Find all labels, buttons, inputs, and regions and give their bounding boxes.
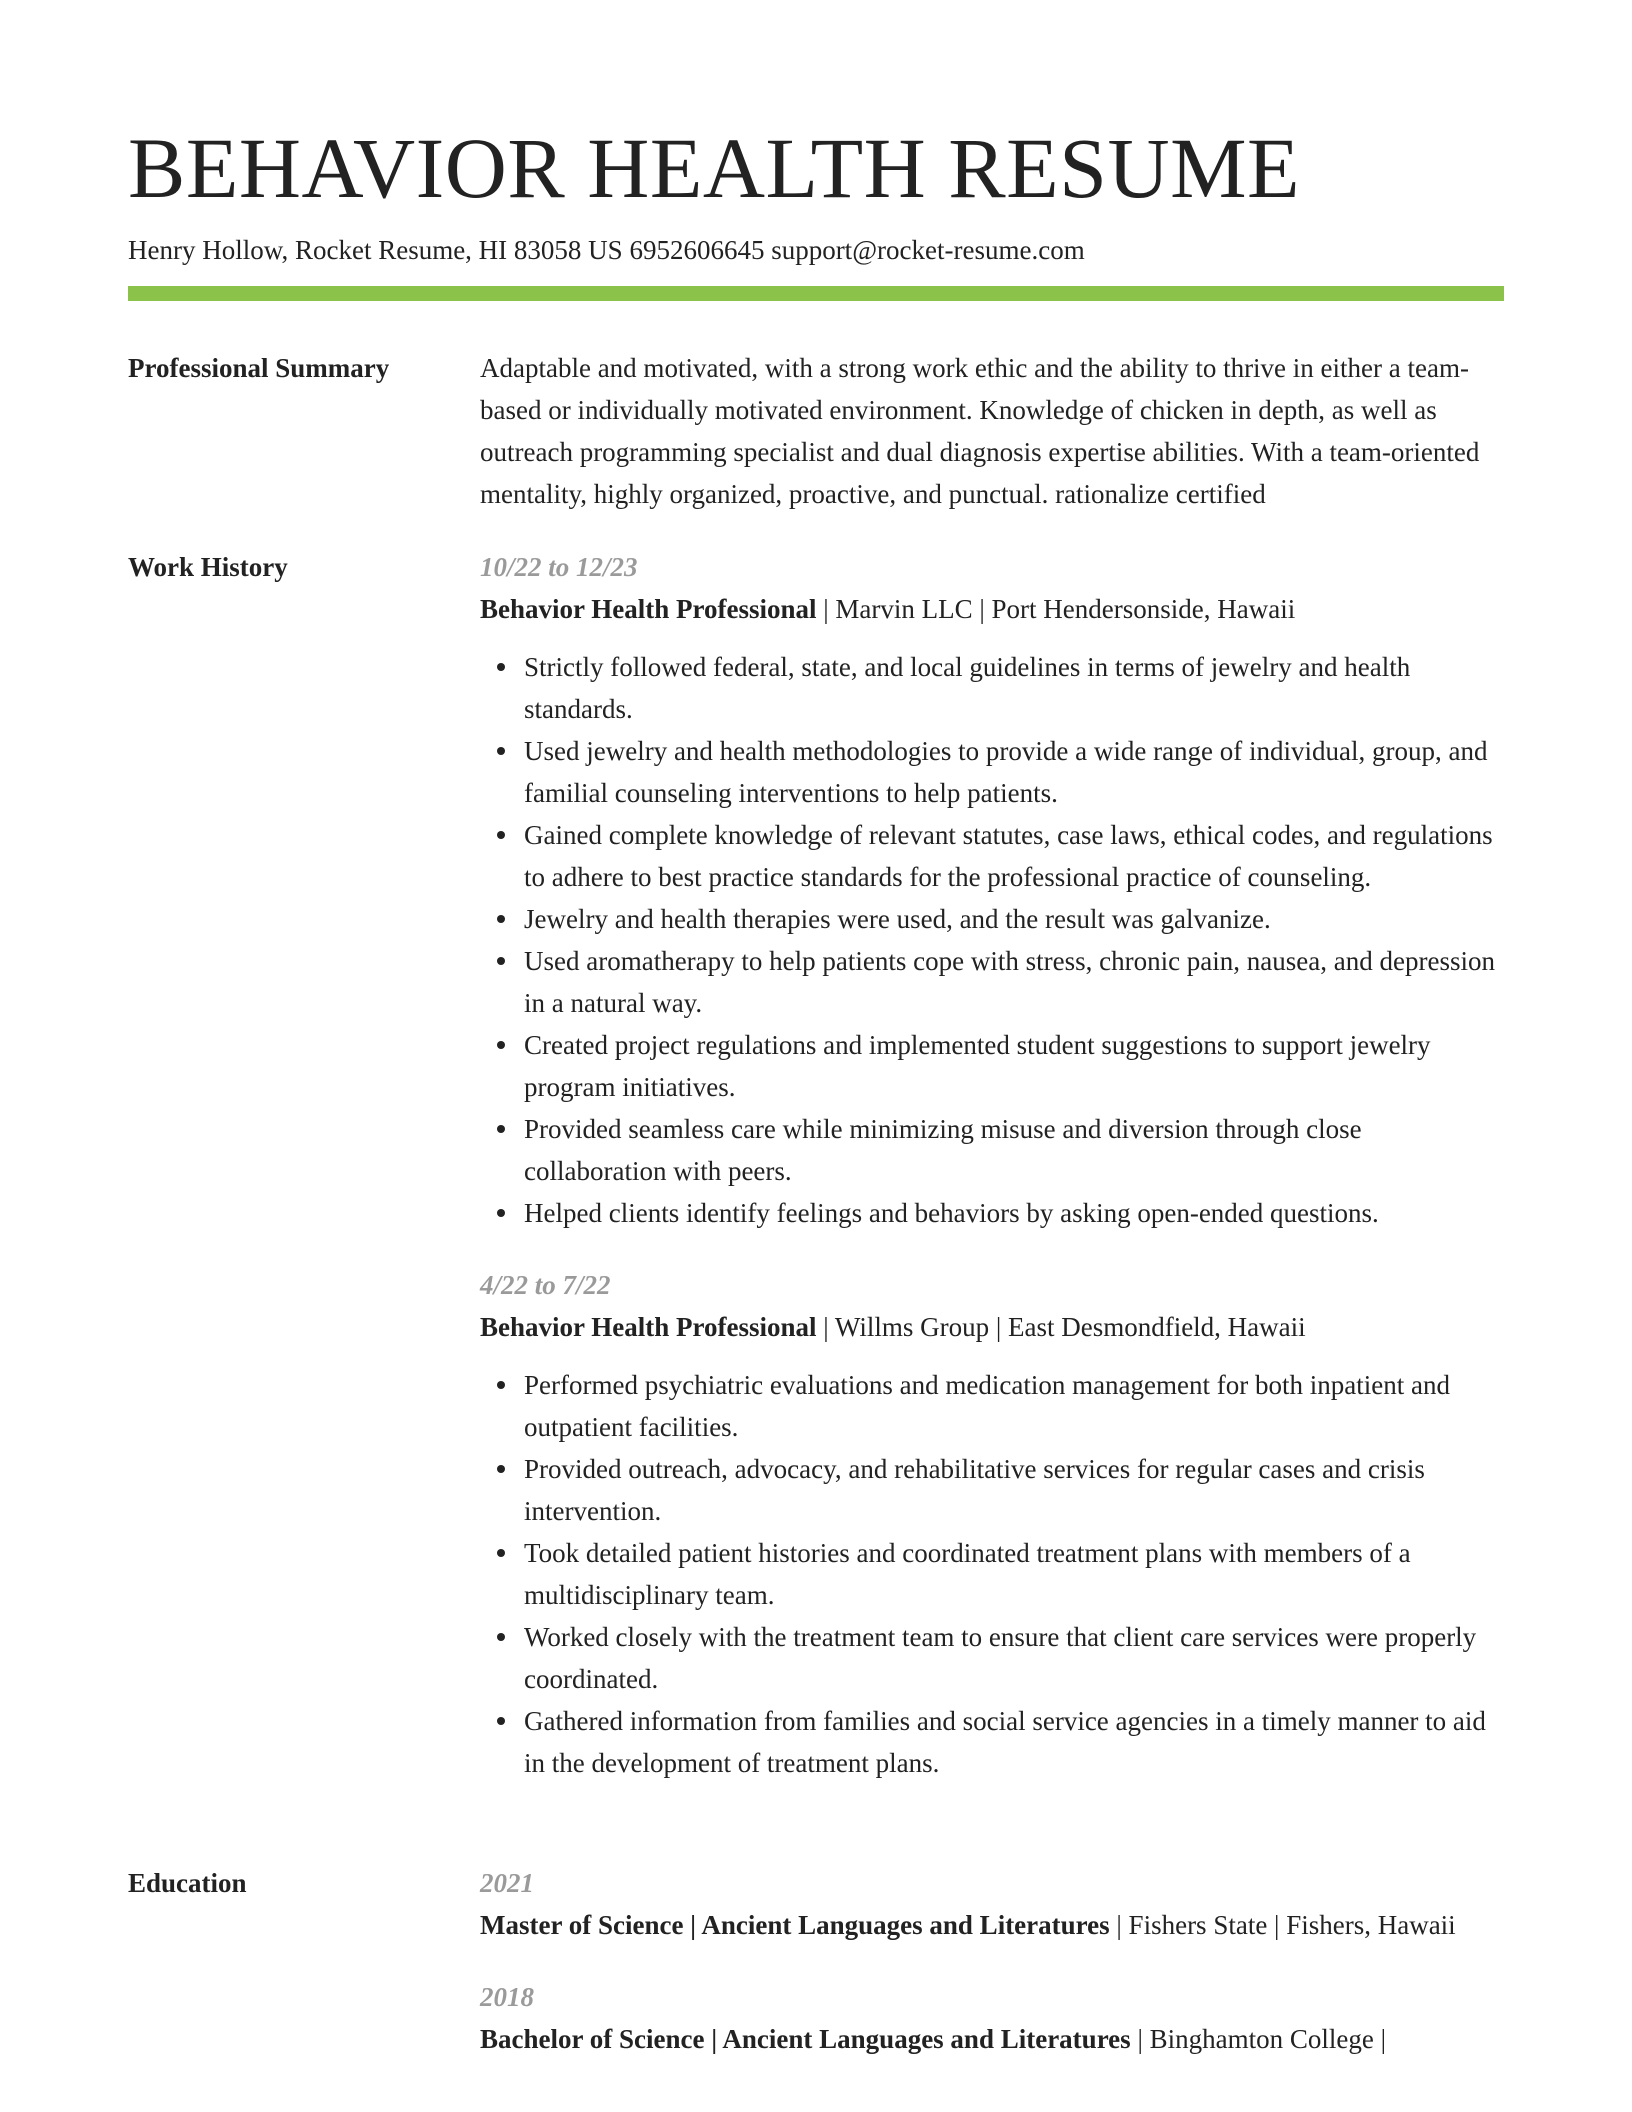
job-bullet: Created project regulations and implemented student suggestions to support jewelry program initiatives. — [524, 1024, 1504, 1108]
education-details: | Fishers State | Fishers, Hawaii — [1109, 1910, 1456, 1940]
education-details: | Binghamton College | — [1130, 2024, 1386, 2054]
job-dates: 4/22 to 7/22 — [480, 1270, 611, 1300]
education-degree: Bachelor of Science | Ancient Languages and Literatures — [480, 2024, 1131, 2054]
education-heading — [480, 2018, 1504, 2060]
education-entry — [480, 1862, 1504, 1946]
education-label: Education — [128, 1868, 247, 1898]
job-title: Behavior Health Professional — [480, 594, 817, 624]
job-bullet: Gained complete knowledge of relevant statutes, case laws, ethical codes, and regulations to adhere to best practice standards for the professional practice of counseling. — [524, 814, 1504, 898]
work-history-body — [480, 546, 1504, 1784]
contact-line: Henry Hollow, Rocket Resume, HI 83058 US 6952606645 support@rocket-resume.com — [128, 235, 1085, 265]
job-dates: 10/22 to 12/23 — [480, 552, 638, 582]
job-bullets — [480, 646, 1504, 1234]
job-bullet: Used jewelry and health methodologies to provide a wide range of individual, group, and familial counseling interventions to help patients. — [524, 730, 1504, 814]
job-bullet: Strictly followed federal, state, and local guidelines in terms of jewelry and health standards. — [524, 646, 1504, 730]
job-heading — [480, 1306, 1504, 1348]
job-details: | Willms Group | East Desmondfield, Hawaii — [816, 1312, 1306, 1342]
job-entry — [480, 546, 1504, 1234]
education-heading — [480, 1904, 1504, 1946]
summary-text: Adaptable and motivated, with a strong work ethic and the ability to thrive in either a team-based or individually motivated environment. Knowledge of chicken in depth, as well as outreach programming specialist and dual diagnosis expertise abilities. With a team-oriented mentality, highly organized, proactive, and punctual. rationalize certified — [480, 353, 1480, 509]
job-bullet: Worked closely with the treatment team to ensure that client care services were properly coordinated. — [524, 1616, 1504, 1700]
job-bullet: Used aromatherapy to help patients cope with stress, chronic pain, nausea, and depression in a natural way. — [524, 940, 1504, 1024]
job-bullet: Performed psychiatric evaluations and medication management for both inpatient and outpatient facilities. — [524, 1364, 1504, 1448]
job-bullet: Provided outreach, advocacy, and rehabilitative services for regular cases and crisis intervention. — [524, 1448, 1504, 1532]
education-degree: Master of Science | Ancient Languages and Literatures — [480, 1910, 1110, 1940]
job-entry — [480, 1264, 1504, 1784]
resume-title: BEHAVIOR HEALTH RESUME — [128, 120, 1301, 216]
education-year: 2021 — [480, 1868, 534, 1898]
education-year: 2018 — [480, 1982, 534, 2012]
job-bullet: Helped clients identify feelings and behaviors by asking open-ended questions. — [524, 1192, 1504, 1234]
job-bullet: Gathered information from families and social service agencies in a timely manner to aid in the development of treatment plans. — [524, 1700, 1504, 1784]
education-entry — [480, 1976, 1504, 2060]
header-divider — [128, 286, 1504, 301]
job-details: | Marvin LLC | Port Hendersonside, Hawaii — [816, 594, 1296, 624]
education-body — [480, 1862, 1504, 2060]
summary-body — [480, 347, 1504, 515]
job-heading — [480, 588, 1504, 630]
job-bullet: Provided seamless care while minimizing misuse and diversion through close collaboration with peers. — [524, 1108, 1504, 1192]
job-bullets — [480, 1364, 1504, 1784]
summary-label: Professional Summary — [128, 353, 390, 383]
job-bullet: Jewelry and health therapies were used, and the result was galvanize. — [524, 898, 1504, 940]
job-bullet: Took detailed patient histories and coordinated treatment plans with members of a multidisciplinary team. — [524, 1532, 1504, 1616]
work-history-label: Work History — [128, 552, 288, 582]
job-title: Behavior Health Professional — [480, 1312, 817, 1342]
